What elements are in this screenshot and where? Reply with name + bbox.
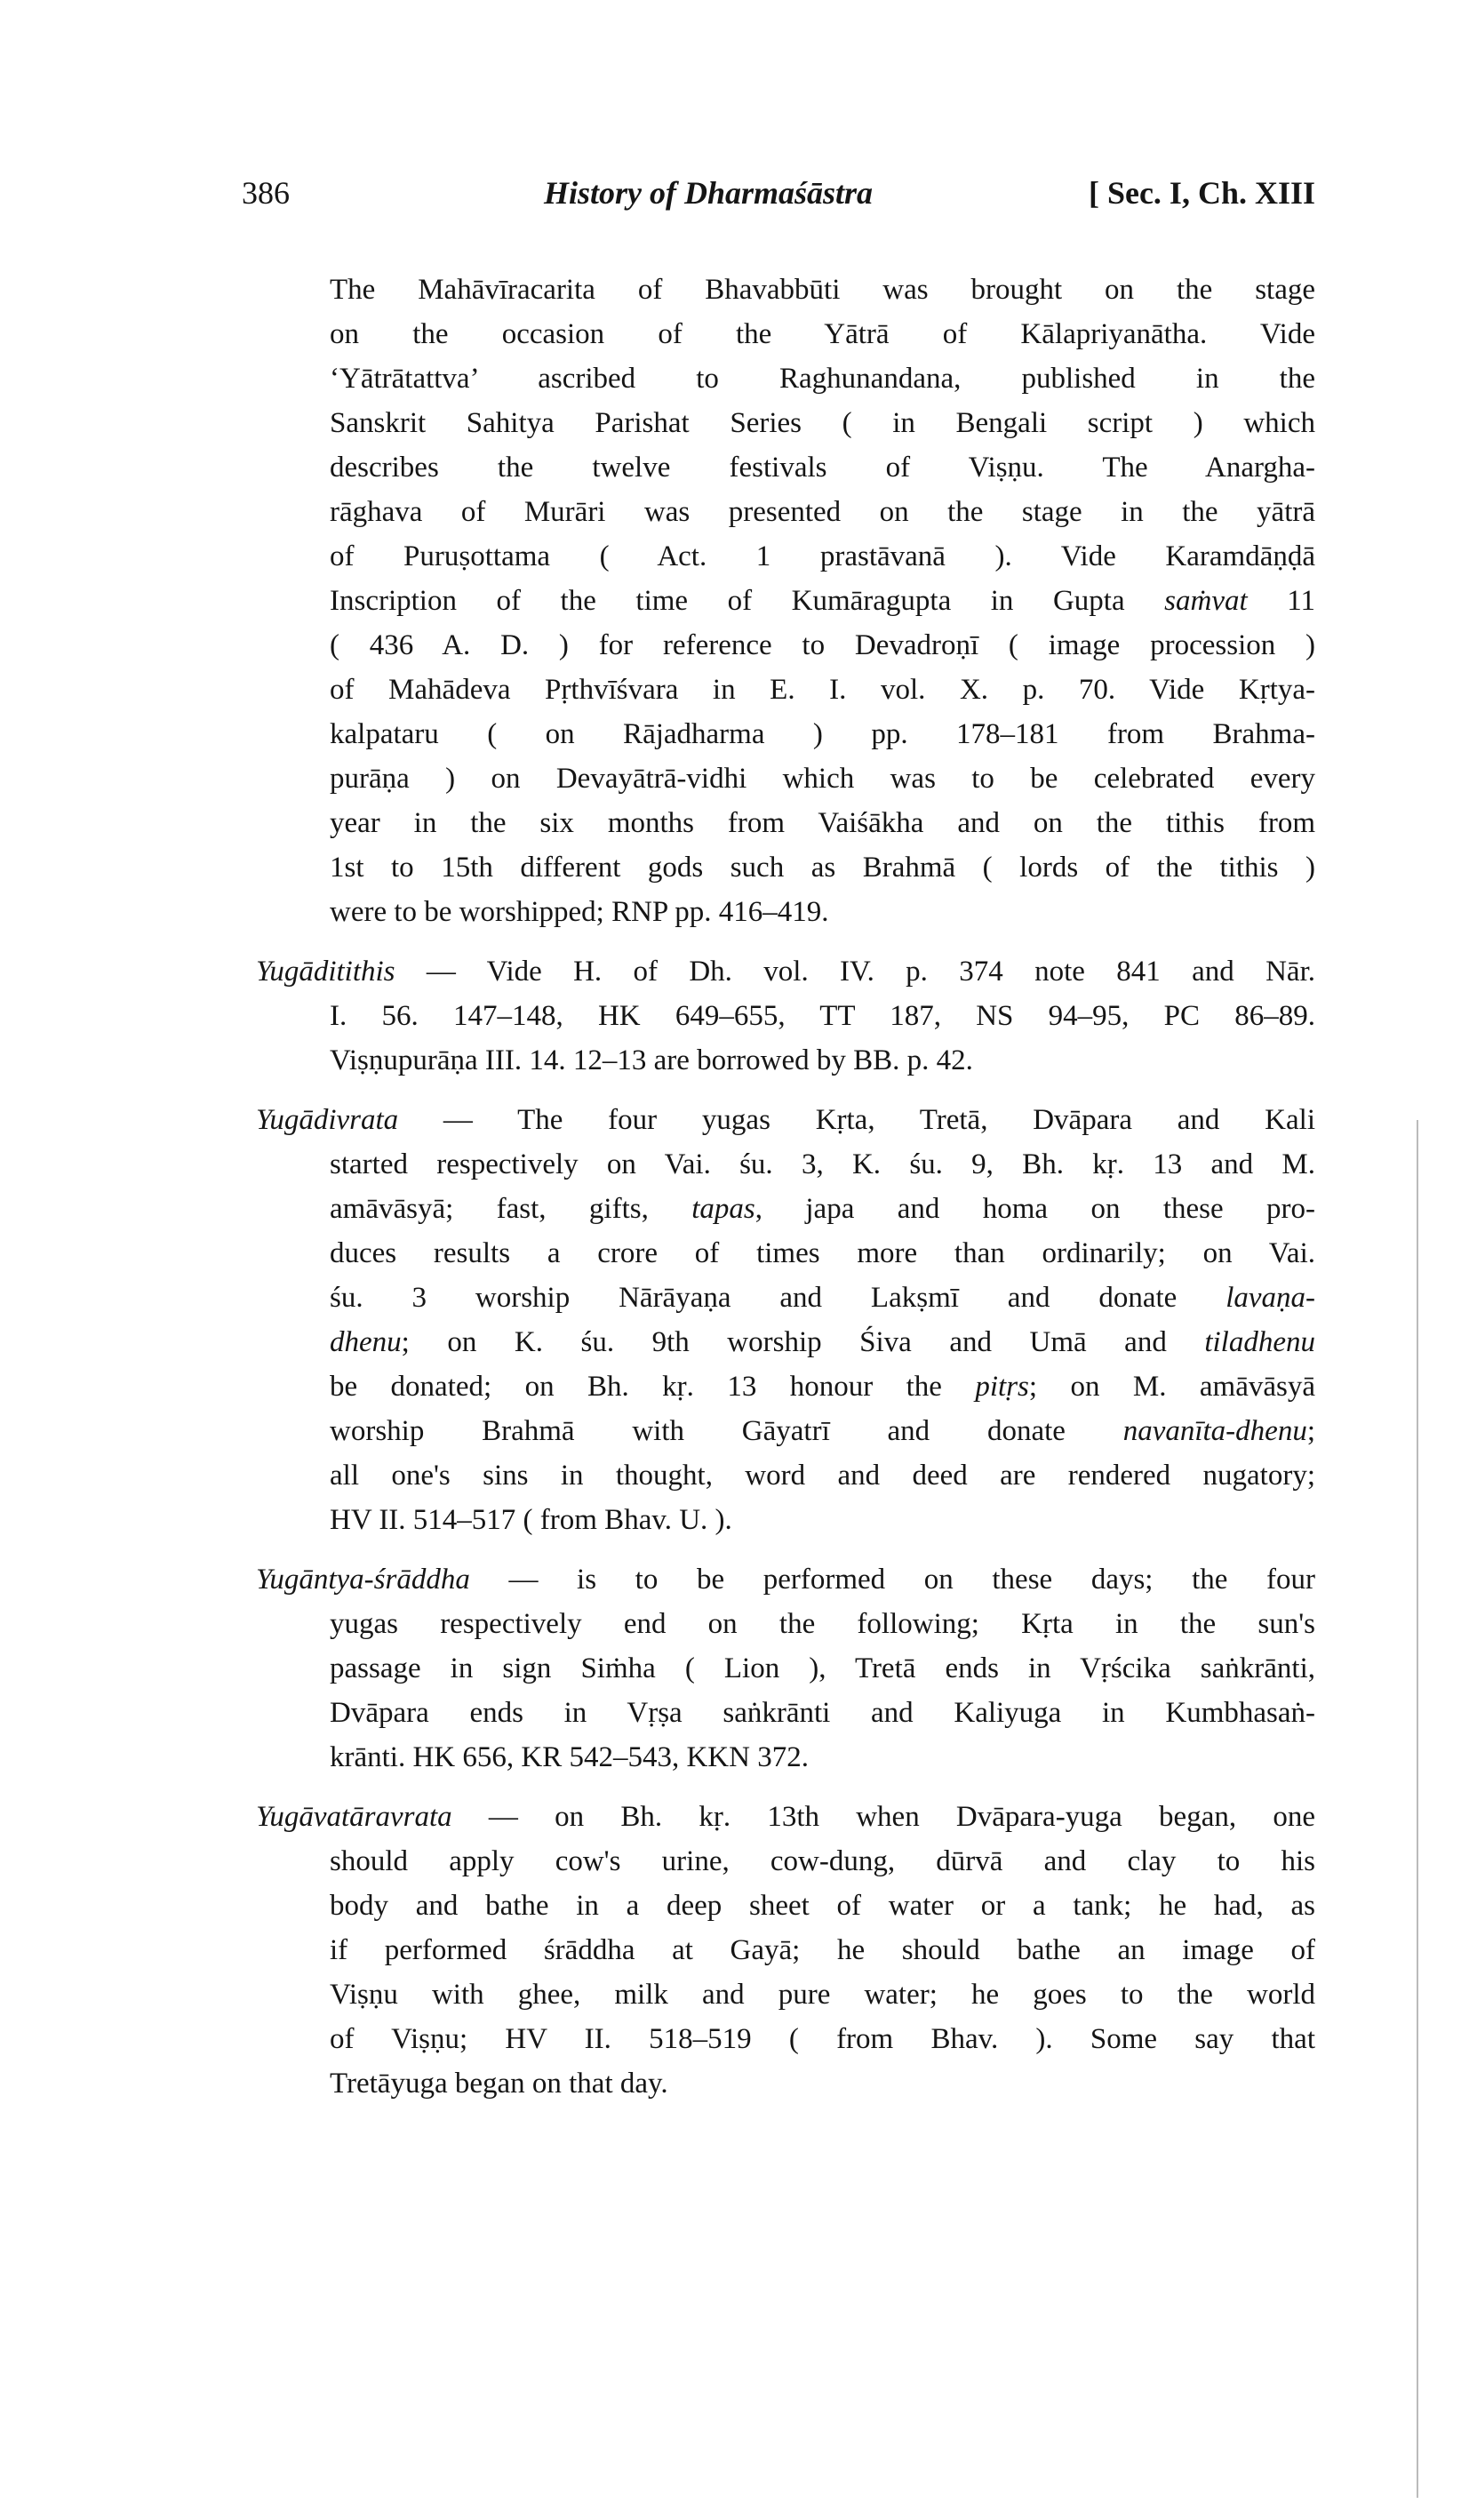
text-segment: Viṣṇu with ghee, milk and pure water; he goes to the world xyxy=(330,1979,1315,2011)
text-line xyxy=(330,1231,1315,1276)
margin-rule xyxy=(1417,1120,1418,2498)
text-line xyxy=(330,1187,1315,1231)
text-line xyxy=(330,1320,1315,1364)
text-line xyxy=(330,801,1315,845)
text-segment: HV II. 514–517 ( from Bhav. U. ). xyxy=(330,1504,732,1536)
glossary-entry xyxy=(256,949,1315,1083)
text-line xyxy=(256,1795,1315,1839)
text-segment: Sanskrit Sahitya Parishat Series ( in Bengali script ) which xyxy=(330,407,1315,439)
text-line xyxy=(330,1839,1315,1884)
text-line xyxy=(256,1098,1315,1142)
entry-headword: Yugāvatāravrata xyxy=(256,1801,452,1833)
text-line xyxy=(330,756,1315,801)
text-line xyxy=(330,1142,1315,1187)
text-segment: purāṇa ) on Devayātrā-vidhi which was to be celebrated every xyxy=(330,763,1315,795)
italic-term: dhenu xyxy=(330,1326,402,1358)
text-line xyxy=(330,401,1315,445)
text-line xyxy=(330,1646,1315,1691)
text-segment: ‘Yātrātattva’ ascribed to Raghunandana, published in the xyxy=(330,363,1315,395)
text-segment: I. 56. 147–148, HK 649–655, TT 187, NS 94–95, PC 86–89. xyxy=(330,1000,1315,1032)
text-line xyxy=(330,1884,1315,1928)
text-segment: The Mahāvīracarita of Bhavabbūti was brought on the stage xyxy=(330,274,1315,306)
text-segment: — on Bh. kṛ. 13th when Dvāpara-yuga began, one xyxy=(451,1801,1315,1833)
text-line xyxy=(330,1498,1315,1542)
text-line xyxy=(330,356,1315,401)
text-line xyxy=(330,268,1315,312)
text-segment: of Viṣṇu; HV II. 518–519 ( from Bhav. ). Some say that xyxy=(330,2023,1315,2055)
text-line xyxy=(256,1557,1315,1602)
text-segment: started respectively on Vai. śu. 3, K. śu. 9, Bh. kṛ. 13 and M. xyxy=(330,1148,1315,1180)
section-label: [ Sec. I, Ch. XIII xyxy=(1088,175,1315,211)
text-segment: Inscription of the time of Kumāragupta in Gupta xyxy=(330,585,1165,617)
text-line xyxy=(330,1453,1315,1498)
text-segment: if performed śrāddha at Gayā; he should bathe an image of xyxy=(330,1934,1315,1966)
text-line xyxy=(330,1972,1315,2017)
text-line xyxy=(256,949,1315,994)
text-segment: śu. 3 worship Nārāyaṇa and Lakṣmī and donate xyxy=(330,1282,1226,1314)
glossary-entry xyxy=(256,1557,1315,1780)
text-segment: worship Brahmā with Gāyatrī and donate xyxy=(330,1415,1123,1447)
text-segment: krānti. HK 656, KR 542–543, KKN 372. xyxy=(330,1741,809,1773)
text-segment: duces results a crore of times more than ordinarily; on Vai. xyxy=(330,1237,1315,1269)
text-line xyxy=(330,490,1315,534)
text-segment: of Mahādeva Pṛthvīśvara in E. I. vol. X. p. 70. Vide Kṛtya- xyxy=(330,674,1315,706)
text-segment: yugas respectively end on the following; Kṛta in the sun's xyxy=(330,1608,1315,1640)
text-segment: Dvāpara ends in Vṛṣa saṅkrānti and Kaliyuga in Kumbhasaṅ- xyxy=(330,1697,1315,1729)
entry-headword: Yugādivrata xyxy=(256,1104,399,1136)
paragraph xyxy=(256,268,1315,934)
text-line xyxy=(330,1276,1315,1320)
text-line xyxy=(330,845,1315,890)
entry-headword: Yugāntya-śrāddha xyxy=(256,1564,470,1596)
text-segment: were to be worshipped; RNP pp. 416–419. xyxy=(330,896,829,928)
text-line xyxy=(330,312,1315,356)
text-segment: 11 xyxy=(1247,585,1315,617)
text-segment: ; xyxy=(1306,1415,1315,1447)
text-line xyxy=(330,1735,1315,1780)
italic-term: pitṛs xyxy=(975,1371,1029,1403)
text-segment: , japa and homa on these pro- xyxy=(754,1193,1315,1225)
text-line xyxy=(330,668,1315,712)
italic-term: lavaṇa- xyxy=(1225,1282,1315,1314)
page-number: 386 xyxy=(242,175,290,211)
text-line xyxy=(330,1691,1315,1735)
text-line xyxy=(330,1038,1315,1083)
entry-headword: Yugāditithis xyxy=(256,956,395,988)
italic-term: navanīta-dhenu xyxy=(1122,1415,1307,1447)
text-segment: Tretāyuga began on that day. xyxy=(330,2068,668,2100)
text-segment: body and bathe in a deep sheet of water or a tank; he had, as xyxy=(330,1890,1315,1922)
italic-term: tapas xyxy=(691,1193,755,1225)
text-line xyxy=(330,994,1315,1038)
text-line xyxy=(330,534,1315,579)
text-segment: — is to be performed on these days; the four xyxy=(469,1564,1315,1596)
text-line xyxy=(330,2017,1315,2061)
text-segment: 1st to 15th different gods such as Brahmā ( lords of the tithis ) xyxy=(330,852,1315,884)
text-segment: describes the twelve festivals of Viṣṇu. The Anargha- xyxy=(330,452,1315,484)
italic-term: saṁvat xyxy=(1164,585,1248,617)
glossary-entry xyxy=(256,1795,1315,2106)
text-segment: passage in sign Siṁha ( Lion ), Tretā ends in Vṛścika saṅkrānti, xyxy=(330,1652,1315,1684)
text-segment: year in the six months from Vaiśākha and on the tithis from xyxy=(330,807,1315,839)
text-segment: be donated; on Bh. kṛ. 13 honour the xyxy=(330,1371,976,1403)
text-line xyxy=(330,712,1315,756)
text-line xyxy=(330,623,1315,668)
text-segment: of Puruṣottama ( Act. 1 prastāvanā ). Vide Karamdāṇḍā xyxy=(330,540,1315,572)
text-segment: all one's sins in thought, word and deed are rendered nugatory; xyxy=(330,1460,1315,1492)
text-line xyxy=(330,1602,1315,1646)
text-line xyxy=(330,890,1315,934)
text-segment: ; on K. śu. 9th worship Śiva and Umā and xyxy=(401,1326,1205,1358)
italic-term: tiladhenu xyxy=(1204,1326,1315,1358)
text-segment: rāghava of Murāri was presented on the stage in the yātrā xyxy=(330,496,1315,528)
text-line xyxy=(330,445,1315,490)
text-line xyxy=(330,1409,1315,1453)
text-line xyxy=(330,2061,1315,2106)
text-segment: kalpataru ( on Rājadharma ) pp. 178–181 from Brahma- xyxy=(330,718,1315,750)
text-segment: — The four yugas Kṛta, Tretā, Dvāpara and Kali xyxy=(398,1104,1315,1136)
text-segment: Viṣṇupurāṇa III. 14. 12–13 are borrowed by BB. p. 42. xyxy=(330,1044,973,1076)
text-line xyxy=(330,1928,1315,1972)
text-segment: on the occasion of the Yātrā of Kālapriyanātha. Vide xyxy=(330,318,1315,350)
text-segment: ; on M. amāvāsyā xyxy=(1028,1371,1315,1403)
text-line xyxy=(330,1364,1315,1409)
page-body xyxy=(256,268,1315,2121)
text-segment: — Vide H. of Dh. vol. IV. p. 374 note 841 and Nār. xyxy=(395,956,1315,988)
text-segment: should apply cow's urine, cow-dung, dūrvā and clay to his xyxy=(330,1845,1315,1877)
text-segment: amāvāsyā; fast, gifts, xyxy=(330,1193,692,1225)
running-title: History of Dharmaśāstra xyxy=(544,175,874,211)
text-segment: ( 436 A. D. ) for reference to Devadroṇī ( image procession ) xyxy=(330,629,1315,661)
glossary-entry xyxy=(256,1098,1315,1542)
text-line xyxy=(330,579,1315,623)
